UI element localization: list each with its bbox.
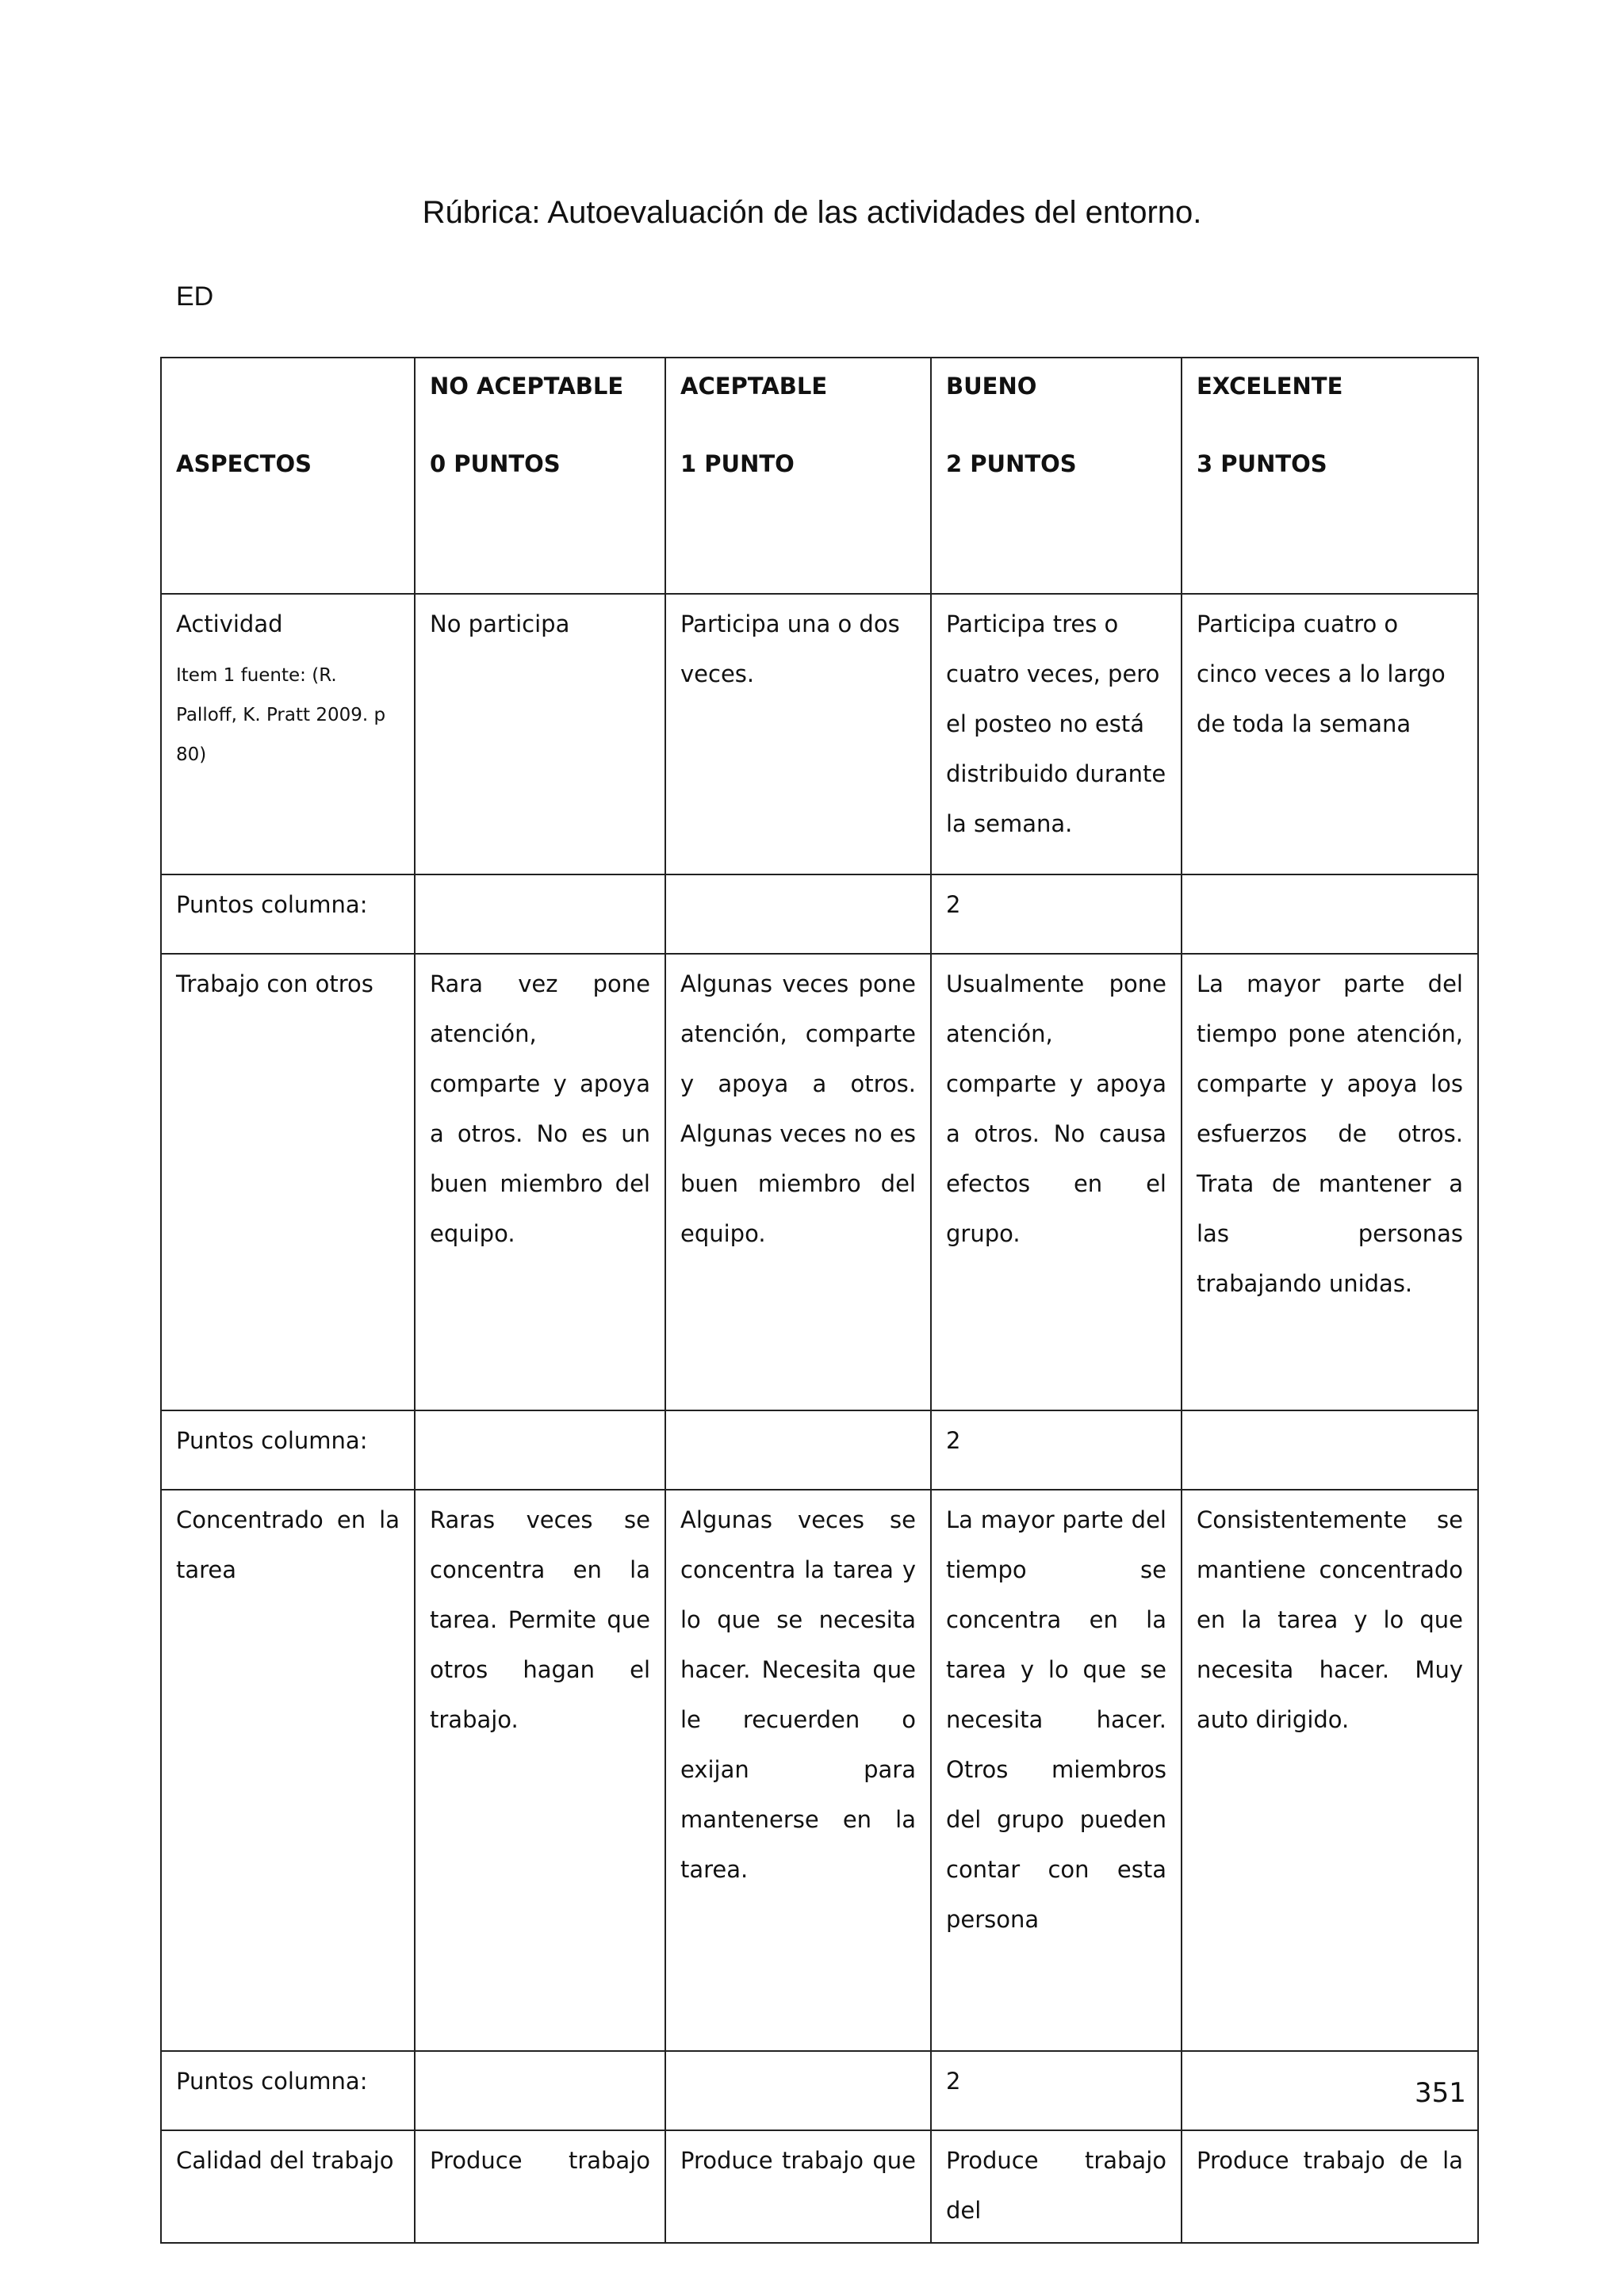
header-level-cell bbox=[415, 358, 665, 594]
criteria-cell: Participa tres o cuatro veces, pero el posteo no está distribuido durante la semana. bbox=[931, 594, 1182, 874]
points-cell bbox=[665, 2051, 931, 2130]
criteria-cell: La mayor parte del tiempo se concentra en la tarea y lo que se necesita hacer. Otros miembros del grupo pueden contar con esta persona bbox=[931, 1490, 1182, 2051]
criteria-cell: Algunas veces se concentra la tarea y lo que se necesita hacer. Necesita que le recuerden o exijan para mantenerse en la tarea. bbox=[665, 1490, 931, 2051]
source-note: Item 1 fuente: (R. Palloff, K. Pratt 2009. p 80) bbox=[176, 665, 386, 765]
header-aspect-cell bbox=[161, 358, 415, 594]
level-points: 0 PUNTOS bbox=[430, 450, 561, 477]
criteria-cell: Raras veces se concentra en la tarea. Permite que otros hagan el trabajo. bbox=[415, 1490, 665, 2051]
aspect-label: Actividad bbox=[176, 610, 283, 637]
level-name: ACEPTABLE bbox=[680, 373, 828, 400]
criteria-cell: La mayor parte del tiempo pone atención, comparte y apoya los esfuerzos de otros. Trata de mantener a las personas trabajando unidas. bbox=[1182, 954, 1478, 1410]
points-row bbox=[161, 2051, 1478, 2130]
table-row bbox=[161, 2130, 1478, 2243]
points-row bbox=[161, 874, 1478, 954]
page-number: 351 bbox=[1415, 2077, 1466, 2109]
aspect-cell: Puntos columna: bbox=[161, 1410, 415, 1490]
points-cell bbox=[665, 1410, 931, 1490]
points-cell bbox=[415, 2051, 665, 2130]
criteria-cell: Produce trabajo de la bbox=[1182, 2130, 1478, 2243]
document-title: Rúbrica: Autoevaluación de las actividades del entorno. bbox=[422, 195, 1202, 230]
criteria-cell: Usualmente pone atención, comparte y apoya a otros. No causa efectos en el grupo. bbox=[931, 954, 1182, 1410]
header-level-cell bbox=[665, 358, 931, 594]
header-row bbox=[161, 358, 1478, 594]
level-points: 2 PUNTOS bbox=[946, 450, 1077, 477]
level-name: NO ACEPTABLE bbox=[430, 373, 624, 400]
criteria-cell: Consistentemente se mantiene concentrado en la tarea y lo que necesita hacer. Muy auto dirigido. bbox=[1182, 1490, 1478, 2051]
header-level-cell bbox=[1182, 358, 1478, 594]
criteria-cell: Rara vez pone atención, comparte y apoya a otros. No es un buen miembro del equipo. bbox=[415, 954, 665, 1410]
points-cell bbox=[415, 1410, 665, 1490]
aspect-cell: Trabajo con otros bbox=[161, 954, 415, 1410]
aspect-cell: Puntos columna: bbox=[161, 2051, 415, 2130]
table-row bbox=[161, 1490, 1478, 2051]
aspect-cell: Calidad del trabajo bbox=[161, 2130, 415, 2243]
level-name: EXCELENTE bbox=[1197, 373, 1343, 400]
points-cell bbox=[415, 874, 665, 954]
criteria-cell: Algunas veces pone atención, comparte y apoya a otros. Algunas veces no es buen miembro del equipo. bbox=[665, 954, 931, 1410]
aspect-cell bbox=[161, 594, 415, 874]
points-row bbox=[161, 1410, 1478, 1490]
criteria-cell: No participa bbox=[415, 594, 665, 874]
criteria-cell: Participa una o dos veces. bbox=[665, 594, 931, 874]
points-cell: 2 bbox=[931, 1410, 1182, 1490]
points-cell: 2 bbox=[931, 874, 1182, 954]
table-row bbox=[161, 954, 1478, 1410]
rubric-table bbox=[160, 357, 1479, 2244]
document-subtitle: ED bbox=[176, 281, 214, 312]
aspect-cell: Concentrado en la tarea bbox=[161, 1490, 415, 2051]
points-cell bbox=[1182, 874, 1478, 954]
aspect-cell: Puntos columna: bbox=[161, 874, 415, 954]
header-level-cell bbox=[931, 358, 1182, 594]
points-cell: 2 bbox=[931, 2051, 1182, 2130]
level-points: 3 PUNTOS bbox=[1197, 450, 1327, 477]
level-name: BUENO bbox=[946, 373, 1037, 400]
criteria-cell: Produce trabajo bbox=[415, 2130, 665, 2243]
criteria-cell: Produce trabajo que bbox=[665, 2130, 931, 2243]
header-aspect: ASPECTOS bbox=[176, 450, 312, 477]
points-cell bbox=[1182, 1410, 1478, 1490]
table-row bbox=[161, 594, 1478, 874]
level-points: 1 PUNTO bbox=[680, 450, 795, 477]
criteria-cell: Produce trabajo del bbox=[931, 2130, 1182, 2243]
points-cell bbox=[665, 874, 931, 954]
criteria-cell: Participa cuatro o cinco veces a lo largo de toda la semana bbox=[1182, 594, 1478, 874]
